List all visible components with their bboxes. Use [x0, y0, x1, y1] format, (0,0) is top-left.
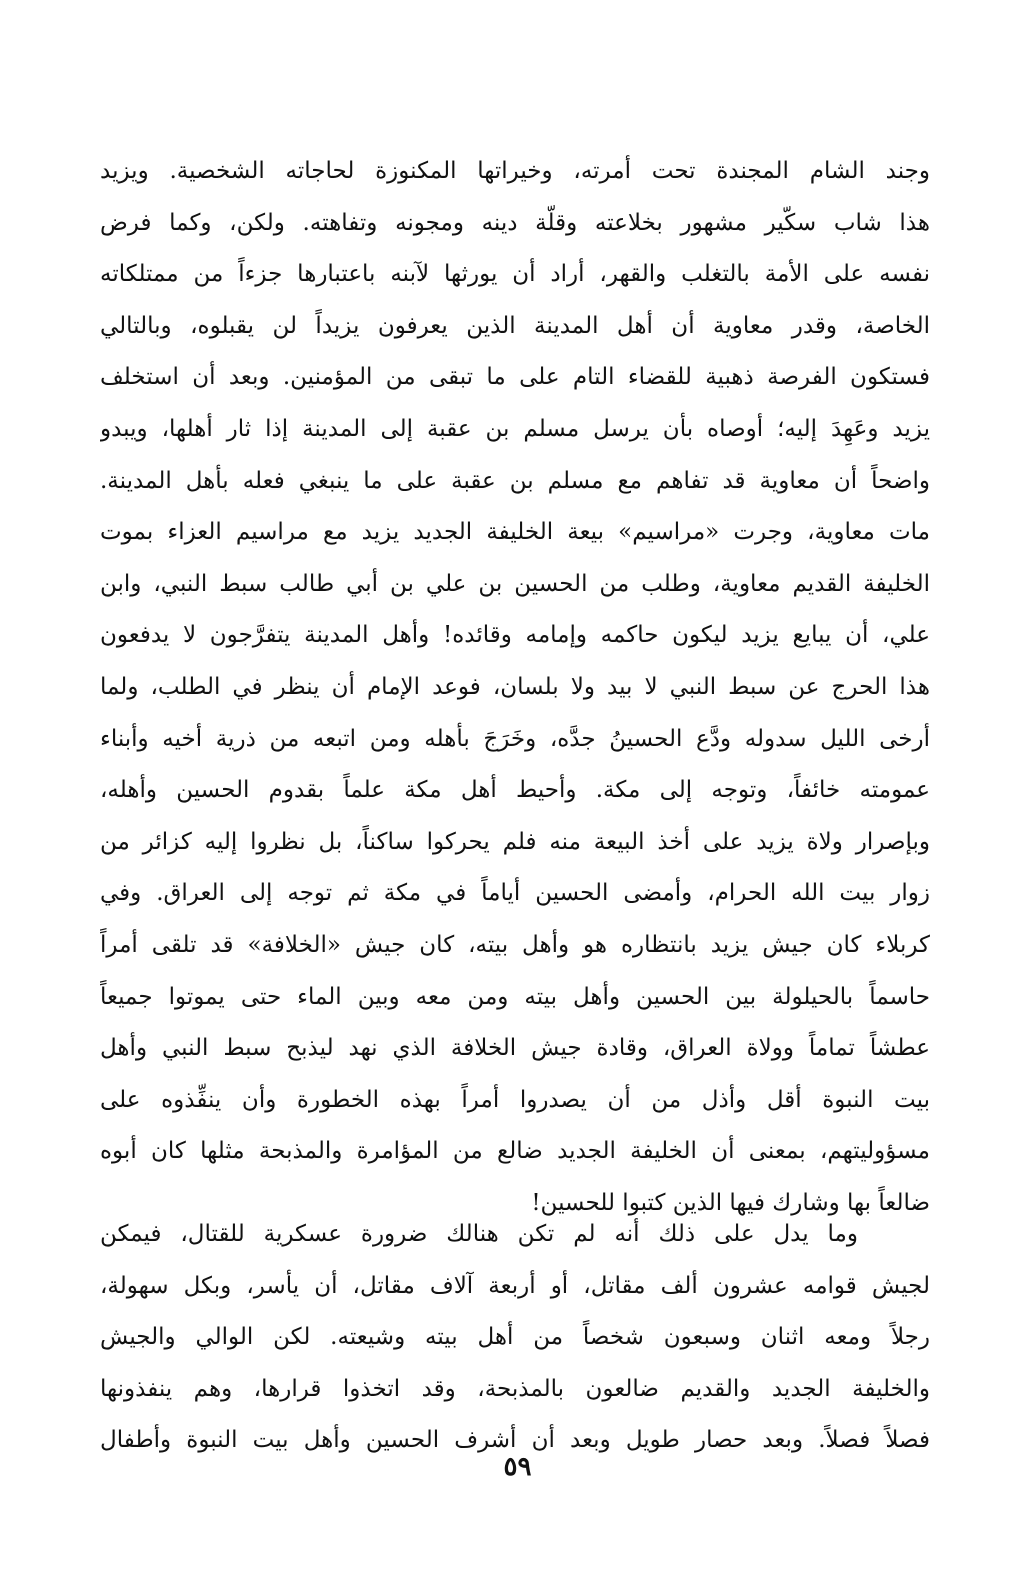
- text-line: لجيش قوامه عشرون ألف مقاتل، أو أربعة آلاف مقاتل، أن يأسر، وبكل سهولة،: [100, 1272, 930, 1299]
- text-line: الخليفة القديم معاوية، وطلب من الحسين بن علي بن أبي طالب سبط النبي، وابن: [100, 570, 930, 597]
- text-line: نفسه على الأمة بالتغلب والقهر، أراد أن يورثها لآبنه باعتبارها جزءاً من ممتلكاته: [100, 261, 930, 288]
- text-line: ضالعاً بها وشارك فيها الذين كتبوا للحسين!: [531, 1189, 930, 1216]
- text-line: والخليفة الجديد والقديم ضالعون بالمذبحة، وقد اتخذوا قرارها، وهم ينفذونها: [100, 1375, 930, 1402]
- text-line: عطشاً تماماً وولاة العراق، وقادة جيش الخلافة الذي نهد ليذبح سبط النبي وأهل: [100, 1035, 930, 1062]
- text-line: زوار بيت الله الحرام، وأمضى الحسين أياماً في مكة ثم توجه إلى العراق. وفي: [100, 880, 930, 907]
- text-line: يزيد وعَهِدَ إليه؛ أوصاه بأن يرسل مسلم بن عقبة إلى المدينة إذا ثار أهلها، ويبدو: [100, 415, 930, 442]
- text-line: حاسماً بالحيلولة بين الحسين وأهل بيته ومن معه وبين الماء حتى يموتوا جميعاً: [100, 983, 930, 1010]
- page-number: ٥٩: [503, 1452, 532, 1482]
- paragraph-1: [100, 146, 930, 1229]
- text-line: مات معاوية، وجرت «مراسيم» بيعة الخليفة الجديد يزيد مع مراسيم العزاء بموت: [100, 519, 930, 546]
- text-line: أرخى الليل سدوله ودَّع الحسينُ جدَّه، وخَرَجَ بأهله ومن اتبعه من ذرية أخيه وأبناء: [100, 725, 930, 752]
- text-line: فستكون الفرصة ذهبية للقضاء التام على ما تبقى من المؤمنين. وبعد أن استخلف: [100, 364, 930, 391]
- text-line: هذا شاب سكّير مشهور بخلاعته وقلّة دينه ومجونه وتفاهته. ولكن، وكما فرض: [100, 209, 930, 236]
- text-line: كربلاء كان جيش يزيد بانتظاره هو وأهل بيته، كان جيش «الخلافة» قد تلقى أمراً: [100, 931, 930, 958]
- text-line: وجند الشام المجندة تحت أمرته، وخيراتها المكنوزة لحاجاته الشخصية. ويزيد: [100, 158, 930, 184]
- text-line: بيت النبوة أقل وأذل من أن يصدروا أمراً بهذه الخطورة وأن ينفِّذوه على: [100, 1086, 930, 1113]
- text-line: الخاصة، وقدر معاوية أن أهل المدينة الذين يعرفون يزيداً لن يقبلوه، وبالتالي: [100, 312, 930, 339]
- text-line: هذا الحرج عن سبط النبي لا بيد ولا بلسان، فوعد الإمام أن ينظر في الطلب، ولما: [100, 673, 930, 700]
- text-line: وما يدل على ذلك أنه لم تكن هنالك ضرورة عسكرية للقتال، فيمكن: [100, 1221, 858, 1247]
- paragraph-2: [100, 1209, 930, 1467]
- text-line: عمومته خائفاً، وتوجه إلى مكة. وأحيط أهل مكة علماً بقدوم الحسين وأهله،: [100, 777, 930, 804]
- text-line: وبإصرار ولاة يزيد على أخذ البيعة منه فلم يحركوا ساكناً، بل نظروا إليه كزائر من: [100, 828, 930, 855]
- text-line: واضحاً أن معاوية قد تفاهم مع مسلم بن عقبة على ما ينبغي فعله بأهل المدينة.: [100, 467, 930, 494]
- text-line: علي، أن يبايع يزيد ليكون حاكمه وإمامه وقائده! وأهل المدينة يتفرَّجون لا يدفعون: [100, 622, 930, 649]
- text-line: فصلاً فصلاً. وبعد حصار طويل وبعد أن أشرف الحسين وأهل بيت النبوة وأطفال: [100, 1427, 930, 1454]
- text-line: مسؤوليتهم، بمعنى أن الخليفة الجديد ضالع من المؤامرة والمذبحة مثلها كان أبوه: [100, 1138, 930, 1165]
- text-line: رجلاً ومعه اثنان وسبعون شخصاً من أهل بيته وشيعته. لكن الوالي والجيش: [100, 1324, 930, 1351]
